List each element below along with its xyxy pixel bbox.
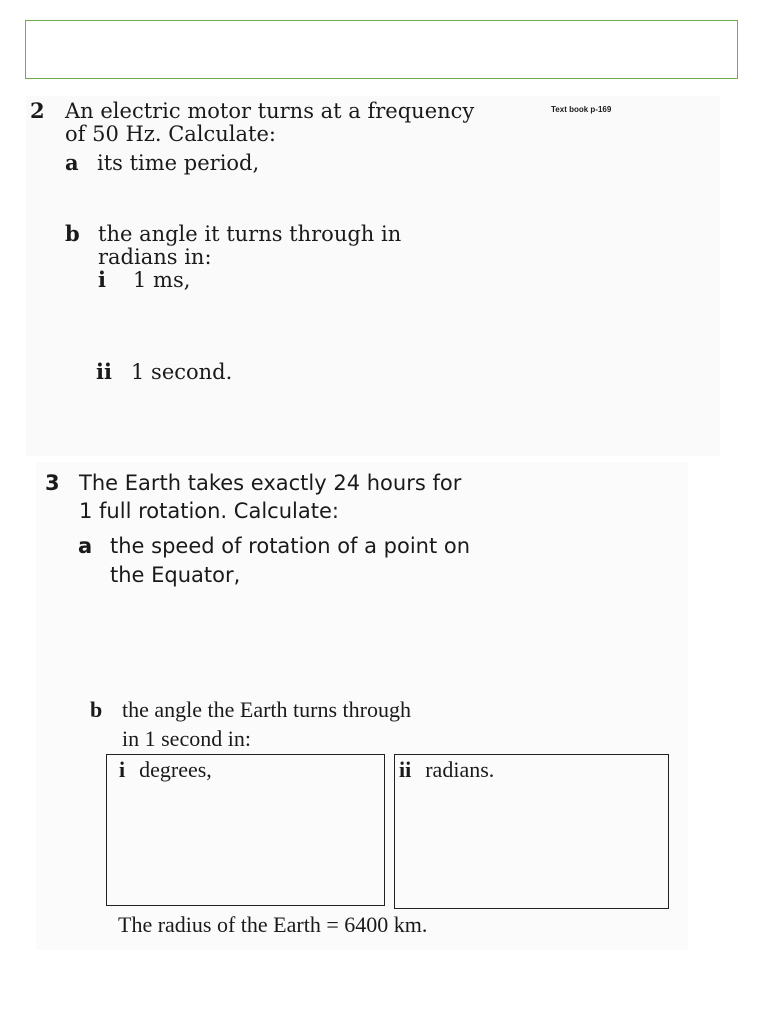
question-3-line-1: The Earth takes exactly 24 hours for xyxy=(79,471,462,495)
question-2b-label: b xyxy=(65,221,80,246)
question-3b-line-2: in 1 second in: xyxy=(122,726,251,751)
question-2a-text: its time period, xyxy=(97,151,260,175)
question-3b-ii-label: ii xyxy=(399,757,412,782)
question-2-line-2: of 50 Hz. Calculate: xyxy=(65,122,276,146)
question-3b-i-label: i xyxy=(119,757,126,782)
question-3a-line-2: the Equator, xyxy=(110,563,241,587)
earth-radius-note: The radius of the Earth = 6400 km. xyxy=(118,912,428,937)
question-3b-line-1: the angle the Earth turns through xyxy=(122,697,411,722)
textbook-reference-note: Text book p-169 xyxy=(551,105,612,114)
question-2b-ii-label: ii xyxy=(96,359,112,384)
question-3b-i-text: degrees, xyxy=(139,757,212,782)
answer-box-radians[interactable] xyxy=(394,754,669,909)
question-3-line-2: 1 full rotation. Calculate: xyxy=(79,499,339,523)
answer-box-degrees[interactable] xyxy=(106,754,385,906)
question-3a-label: a xyxy=(78,534,93,558)
question-3-number: 3 xyxy=(45,471,60,495)
question-2-scan xyxy=(26,96,720,456)
question-2-line-1: An electric motor turns at a frequency xyxy=(65,99,475,123)
question-3a-line-1: the speed of rotation of a point on xyxy=(110,534,471,558)
question-2a-label: a xyxy=(65,150,79,175)
question-2b-line-2: radians in: xyxy=(98,245,212,269)
question-2-number: 2 xyxy=(30,98,45,123)
question-2b-i-label: i xyxy=(98,267,106,292)
question-3b-ii-text: radians. xyxy=(425,757,495,782)
question-2b-line-1: the angle it turns through in xyxy=(98,222,402,246)
answer-header-box xyxy=(25,20,738,79)
answer-box-radians-label xyxy=(399,757,494,783)
answer-box-degrees-label xyxy=(119,757,212,783)
question-3b-label: b xyxy=(90,697,103,722)
question-2b-ii-text: 1 second. xyxy=(131,360,233,384)
question-2b-i-text: 1 ms, xyxy=(133,268,191,292)
